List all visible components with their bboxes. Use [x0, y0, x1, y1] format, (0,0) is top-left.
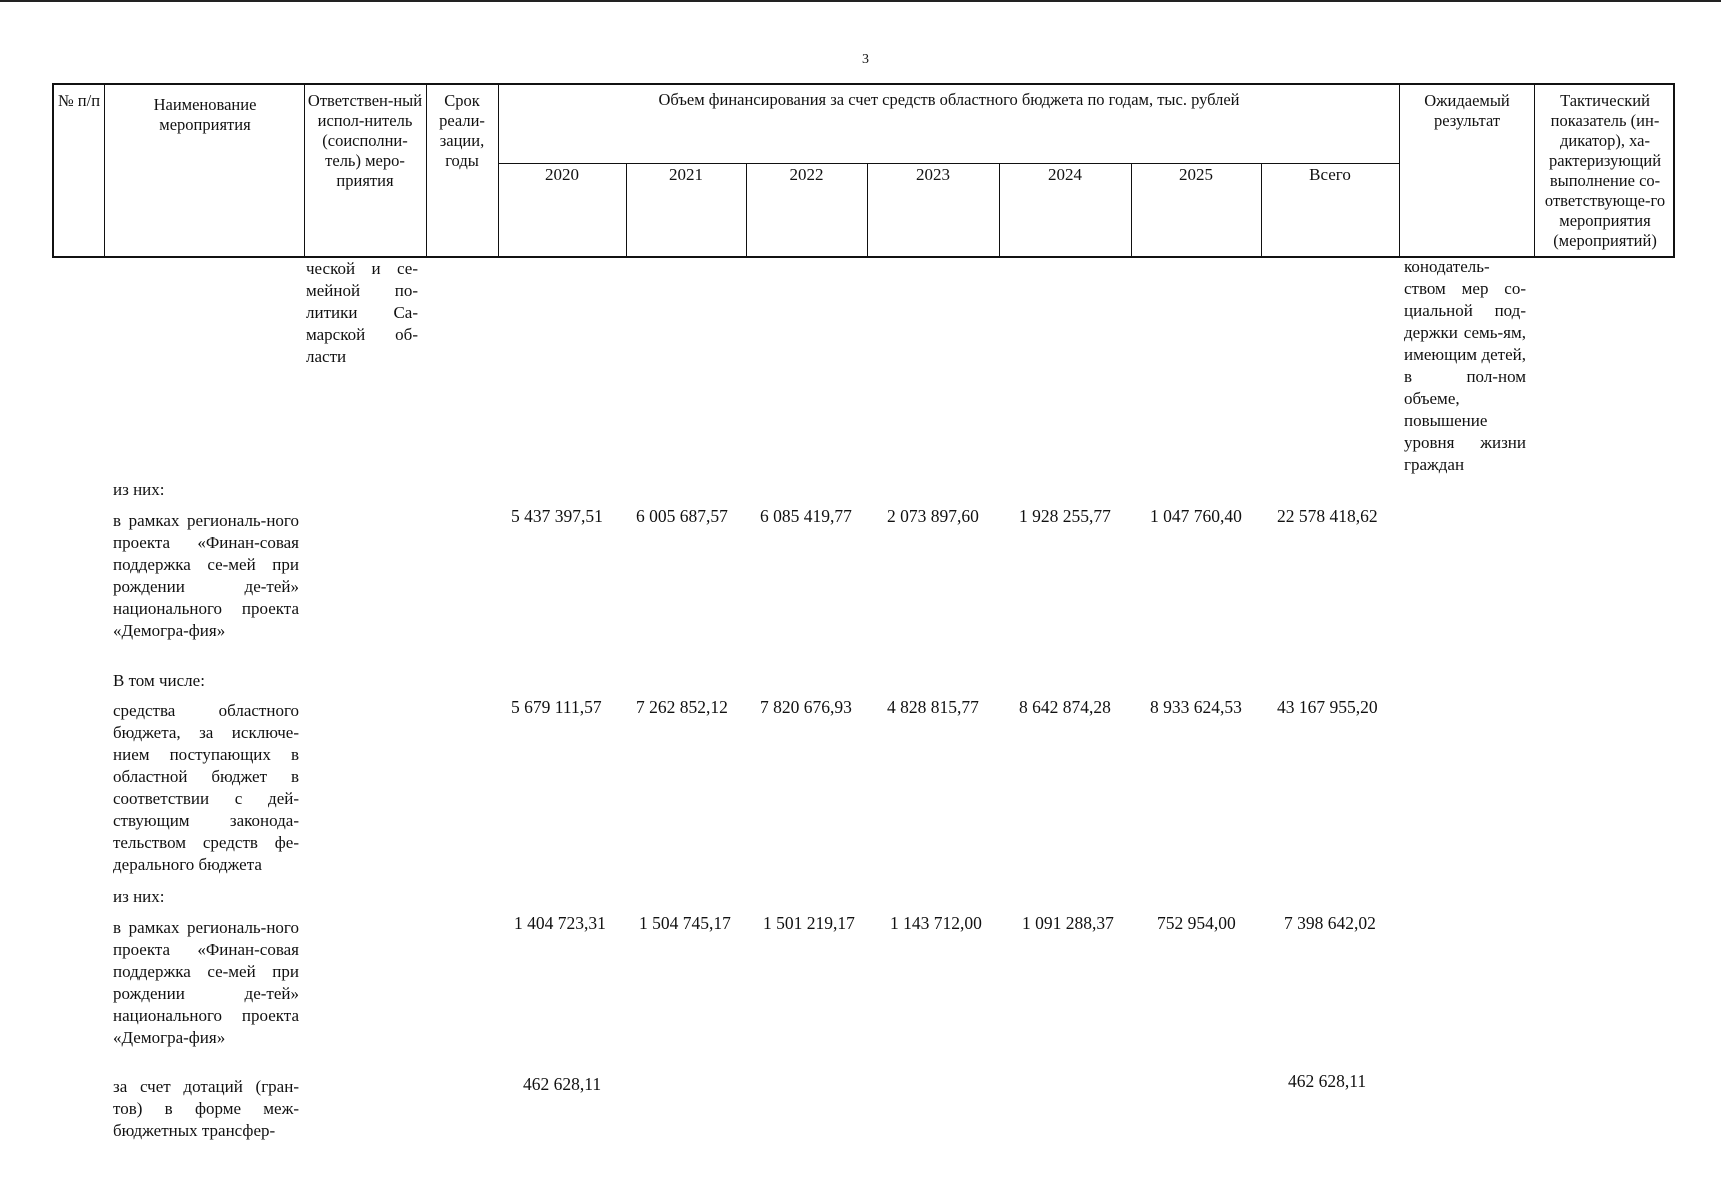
- row3-value-2021: 1 504 745,17: [639, 913, 731, 933]
- row3-value-2025: 752 954,00: [1157, 913, 1236, 933]
- row2-value-2023: 4 828 815,77: [887, 697, 979, 717]
- row1-value-2023: 2 073 897,60: [887, 506, 979, 526]
- header-col-result: Ожидаемый результат: [1424, 91, 1510, 130]
- col-divider: [1399, 85, 1400, 256]
- responsible-continuation: ческой и се-мейной по-литики Са-марской об-ласти: [306, 259, 418, 366]
- row3-value-2020: 1 404 723,31: [514, 913, 606, 933]
- row3-value-2024: 1 091 288,37: [1022, 913, 1114, 933]
- col-divider: [304, 85, 305, 256]
- top-border-line: [0, 0, 1721, 2]
- header-col-responsible: Ответствен-ный испол-нитель (соисполни-тель) меро-приятия: [307, 91, 423, 190]
- header-col-term: Срок реали-зации, годы: [439, 91, 485, 170]
- header-col-num: № п/п: [57, 91, 101, 110]
- row1-value-2022: 6 085 419,77: [760, 506, 852, 526]
- col-divider: [999, 163, 1000, 256]
- col-divider: [1534, 85, 1535, 256]
- year-2024: 2024: [1048, 165, 1082, 184]
- row2-value-total: 43 167 955,20: [1277, 697, 1378, 717]
- row-name: в рамках региональ-ного проекта «Финан-совая поддержка се-мей при рождении де-тей» национального проекта «Демогра-фия»: [113, 918, 299, 1047]
- year-2022: 2022: [789, 165, 824, 184]
- label-iz-nih: из них:: [113, 887, 165, 906]
- header-col-funding: Объем финансирования за счет средств областного бюджета по годам, тыс. рублей: [658, 90, 1240, 109]
- header-col-indicator: Тактический показатель (ин-дикатор), ха-рактеризующий выполнение со-ответствующе-го мероприятия (мероприятий): [1544, 91, 1666, 250]
- page-number: 3: [862, 52, 869, 67]
- col-divider: [1261, 163, 1262, 256]
- row-divider: [498, 163, 1399, 164]
- col-divider: [1131, 163, 1132, 256]
- col-divider: [867, 163, 868, 256]
- row4-value-2020: 462 628,11: [523, 1074, 602, 1094]
- year-2020: 2020: [545, 165, 579, 184]
- header-col-name: Наименование мероприятия: [153, 95, 257, 134]
- result-continuation: конодатель-ством мер со-циальной под-держки семь-ям, имеющим детей, в пол-ном объеме, повышение уровня жизни граждан: [1404, 257, 1526, 474]
- label-iz-nih: из них:: [113, 480, 165, 499]
- year-total: Всего: [1309, 165, 1351, 184]
- row2-value-2022: 7 820 676,93: [760, 697, 852, 717]
- col-divider: [426, 85, 427, 256]
- year-2025: 2025: [1179, 165, 1213, 184]
- col-divider: [498, 85, 499, 256]
- label-v-tom-chisle: В том числе:: [113, 671, 205, 690]
- row1-value-2020: 5 437 397,51: [511, 506, 603, 526]
- col-divider: [104, 85, 105, 256]
- row1-value-total: 22 578 418,62: [1277, 506, 1378, 526]
- row-name: в рамках региональ-ного проекта «Финан-совая поддержка се-мей при рождении де-тей» национального проекта «Демогра-фия»: [113, 511, 299, 640]
- col-divider: [746, 163, 747, 256]
- row2-value-2024: 8 642 874,28: [1019, 697, 1111, 717]
- row3-value-2023: 1 143 712,00: [890, 913, 982, 933]
- col-divider: [626, 163, 627, 256]
- row1-value-2024: 1 928 255,77: [1019, 506, 1111, 526]
- table-header: [52, 83, 1675, 258]
- row3-value-2022: 1 501 219,17: [763, 913, 855, 933]
- row2-value-2025: 8 933 624,53: [1150, 697, 1242, 717]
- row4-value-total: 462 628,11: [1288, 1071, 1367, 1091]
- row1-value-2021: 6 005 687,57: [636, 506, 728, 526]
- year-2023: 2023: [916, 165, 950, 184]
- row-name: за счет дотаций (гран-тов) в форме меж-бюджетных трансфер-: [113, 1077, 299, 1140]
- year-2021: 2021: [669, 165, 703, 184]
- row2-value-2021: 7 262 852,12: [636, 697, 728, 717]
- row1-value-2025: 1 047 760,40: [1150, 506, 1242, 526]
- row-name: средства областного бюджета, за исключе-нием поступающих в областной бюджет в соответствии с дей-ствующим законода-тельством средств фе-дерального бюджета: [113, 701, 299, 874]
- row3-value-total: 7 398 642,02: [1284, 913, 1376, 933]
- row2-value-2020: 5 679 111,57: [511, 697, 602, 717]
